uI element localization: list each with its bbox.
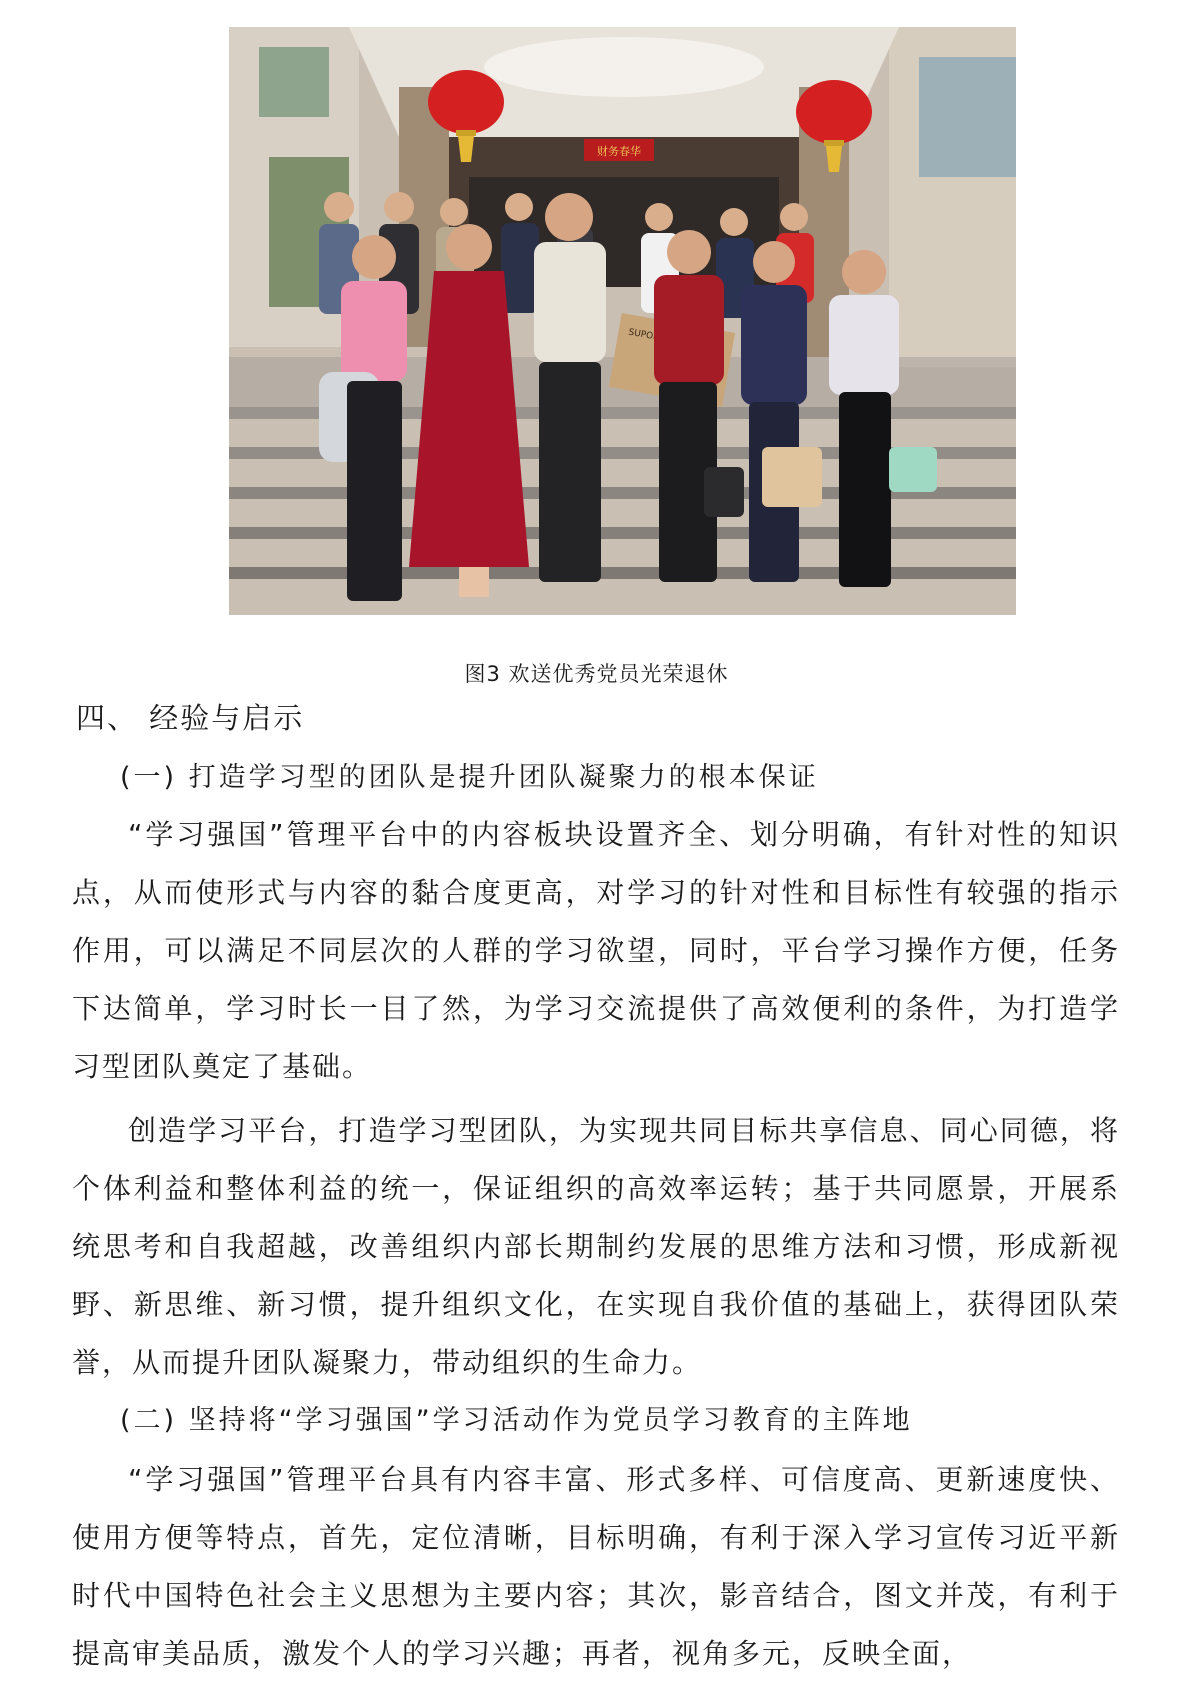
subsection-title-2: (二) 坚持将“学习强国”学习活动作为党员学习教育的主阵地: [120, 1405, 913, 1436]
box-label: SUPOR: [627, 327, 660, 343]
door-sign-text: 财务春华: [597, 145, 641, 158]
figure-caption: 图3 欢送优秀党员光荣退休: [464, 662, 729, 686]
subsection-title-1: (一) 打造学习型的团队是提升团队凝聚力的根本保证: [120, 762, 819, 793]
paragraph: “学习强国”管理平台中的内容板块设置齐全、划分明确，有针对性的知识点，从而使形式与内容的黏合度更高，对学习的针对性和目标性有较强的指示作用，可以满足不同层次的人群的学习欲望，同时，平台学习操作方便，任务下达简单，学习时长一目了然，为学习交流提供了高效便利的条件，为打造学习型团队奠定了基础。: [72, 818, 1120, 1083]
paragraph: 创造学习平台，打造学习型团队，为实现共同目标共享信息、同心同德，将个体利益和整体利益的统一，保证组织的高效率运转；基于共同愿景，开展系统思考和自我超越，改善组织内部长期制约发展的思维方法和习惯，形成新视野、新思维、新习惯，提升组织文化，在实现自我价值的基础上，获得团队荣誉，从而提升团队凝聚力，带动组织的生命力。: [72, 1114, 1120, 1379]
section-heading: 四、 经验与启示: [76, 701, 305, 735]
group-photo: [229, 27, 1016, 615]
paragraph: “学习强国”管理平台具有内容丰富、形式多样、可信度高、更新速度快、使用方便等特点，首先，定位清晰，目标明确，有利于深入学习宣传习近平新时代中国特色社会主义思想为主要内容；其次，影音结合，图文并茂，有利于提高审美品质，激发个人的学习兴趣；再者，视角多元，反映全面，: [72, 1463, 1120, 1670]
